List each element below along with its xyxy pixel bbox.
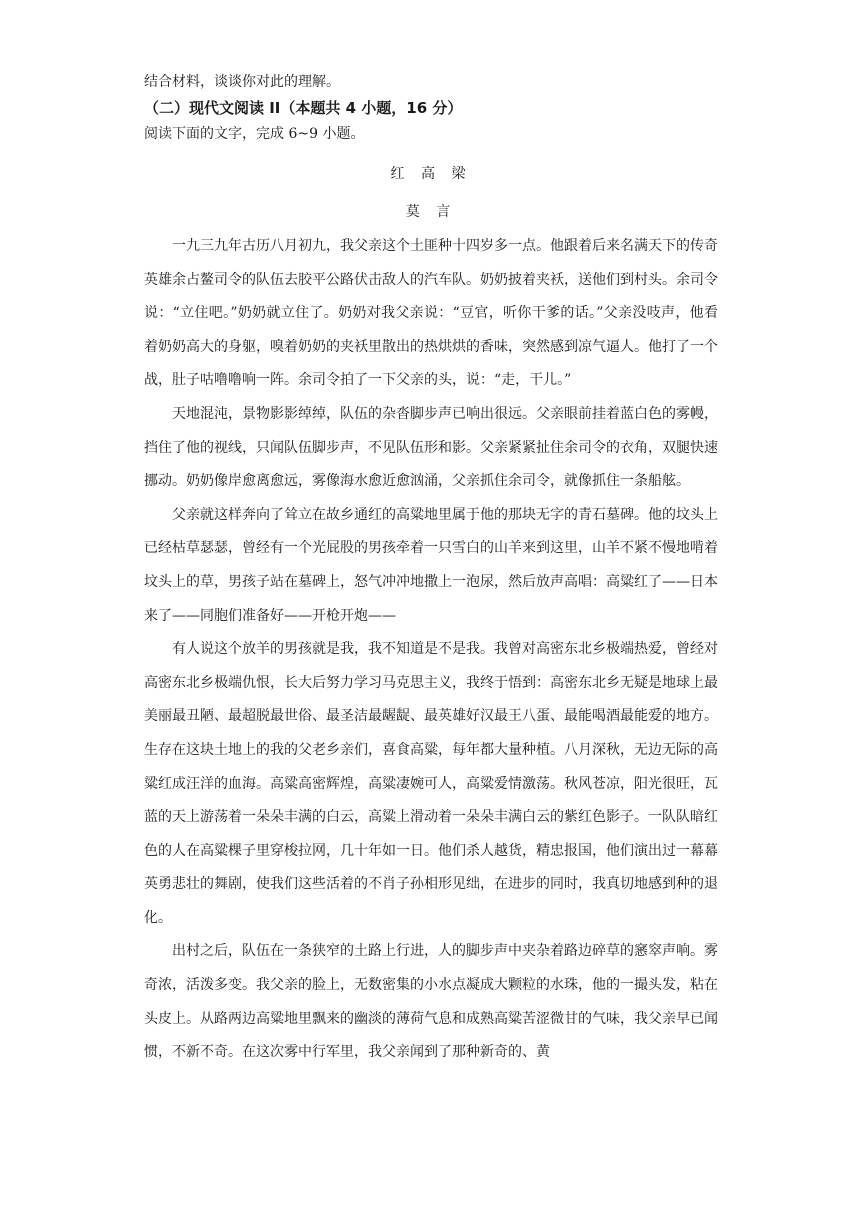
article-paragraph-3: 父亲就这样奔向了耸立在故乡通红的高粱地里属于他的那块无字的青石墓碑。他的坟头上已经枯草瑟瑟，曾经有一个光屁股的男孩牵着一只雪白的山羊来到这里，山羊不紧不慢地啃着坟头上的草，男孩子站在墓碑上，怒气冲冲地撒上一泡尿，然后放声高唱：高粱红了——日本来了——同胞们准备好——开枪开炮——	[144, 506, 718, 624]
article-author: 莫 言	[405, 204, 457, 220]
article-title: 红 高 梁	[390, 166, 472, 182]
article-paragraph-2: 天地混沌，景物影影绰绰，队伍的杂沓脚步声已响出很远。父亲眼前挂着蓝白色的雾幔，挡住了他的视线，只闻队伍脚步声，不见队伍形和影。父亲紧紧扯住余司令的衣角，双腿快速挪动。奶奶像岸愈离愈远，雾像海水愈近愈汹涌，父亲抓住余司令，就像抓住一条船舷。	[144, 405, 718, 490]
section-heading: （二）现代文阅读 II（本题共 4 小题，16 分）	[144, 99, 463, 117]
article-paragraph-5: 出村之后，队伍在一条狭窄的土路上行进，人的脚步声中夹杂着路边碎草的窸窣声响。雾奇浓，活泼多变。我父亲的脸上，无数密集的小水点凝成大颗粒的水珠，他的一撮头发，粘在头皮上。从路两边高粱地里飘来的幽淡的薄荷气息和成熟高粱苦涩微甘的气味，我父亲早已闻惯，不新不奇。在这次雾中行军里，我父亲闻到了那种新奇的、黄	[144, 943, 718, 1061]
document-page	[144, 70, 718, 1070]
intro-line: 结合材料，谈谈你对此的理解。	[144, 74, 340, 90]
article-paragraph-4: 有人说这个放羊的男孩就是我，我不知道是不是我。我曾对高密东北乡极端热爱，曾经对高密东北乡极端仇恨，长大后努力学习马克思主义，我终于悟到：高密东北乡无疑是地球上最美丽最丑陋、最超脱最世俗、最圣洁最龌龊、最英雄好汉最王八蛋、最能喝酒最能爱的地方。生存在这块土地上的我的父老乡亲们，喜食高粱，每年都大量种植。八月深秋，无边无际的高粱红成汪洋的血海。高粱高密辉煌，高粱凄婉可人，高粱爱情激荡。秋风苍凉，阳光很旺，瓦蓝的天上游荡着一朵朵丰满的白云，高粱上滑动着一朵朵丰满白云的紫红色影子。一队队暗红色的人在高粱棵子里穿梭拉网，几十年如一日。他们杀人越货，精忠报国，他们演出过一幕幕英勇悲壮的舞剧，使我们这些活着的不肖子孙相形见绌，在进步的同时，我真切地感到种的退化。	[144, 641, 718, 926]
article-paragraph-1: 一九三九年古历八月初九，我父亲这个土匪种十四岁多一点。他跟着后来名满天下的传奇英雄余占鳌司令的队伍去胶平公路伏击敌人的汽车队。奶奶披着夹袄，送他们到村头。余司令说：“立住吧。”奶奶就立住了。奶奶对我父亲说：“豆官，听你干爹的话。”父亲没吱声，他看着奶奶高大的身躯，嗅着奶奶的夹袄里散出的热烘烘的香味，突然感到凉气逼人。他打了一个战，肚子咕噜噜响一阵。余司令拍了一下父亲的头，说：“走，干儿。”	[144, 238, 718, 389]
instruction-line: 阅读下面的文字，完成 6~9 小题。	[144, 126, 365, 142]
